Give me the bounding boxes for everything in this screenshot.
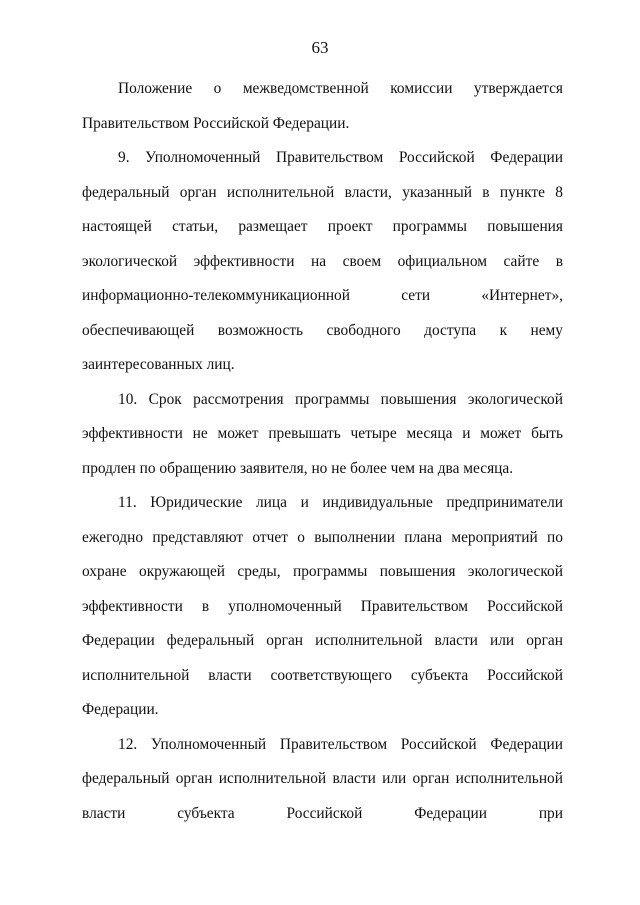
- paragraph-10: 10. Срок рассмотрения программы повышения экологической эффективности не может превышать четыре месяца и может быть продлен по обращению заявителя, но не более чем на два месяца.: [82, 390, 563, 477]
- page-number: 63: [311, 38, 329, 57]
- document-body: [82, 72, 563, 831]
- paragraph-9: 9. Уполномоченный Правительством Российской Федерации федеральный орган исполнительной власти, указанный в пункте 8 настоящей статьи, размещает проект программы повышения экологической эффективности на своем официальном сайте в информационно-телекоммуникационной сети «Интернет», обеспечивающей возможность свободного доступа к нему заинтересованных лиц.: [82, 149, 563, 373]
- paragraph-commission-approval: Положение о межведомственной комиссии утверждается Правительством Российской Федерации.: [82, 80, 563, 132]
- paragraph-12: 12. Уполномоченный Правительством Российской Федерации федеральный орган исполнительной власти или орган исполнительной власти субъекта Российской Федерации при: [82, 735, 563, 822]
- paragraph-11: 11. Юридические лица и индивидуальные предприниматели ежегодно представляют отчет о выполнении плана мероприятий по охране окружающей среды, программы повышения экологической эффективности в уполномоченный Правительством Российской Федерации федеральный орган исполнительной власти или орган исполнительной власти соответствующего субъекта Российской Федерации.: [82, 494, 563, 718]
